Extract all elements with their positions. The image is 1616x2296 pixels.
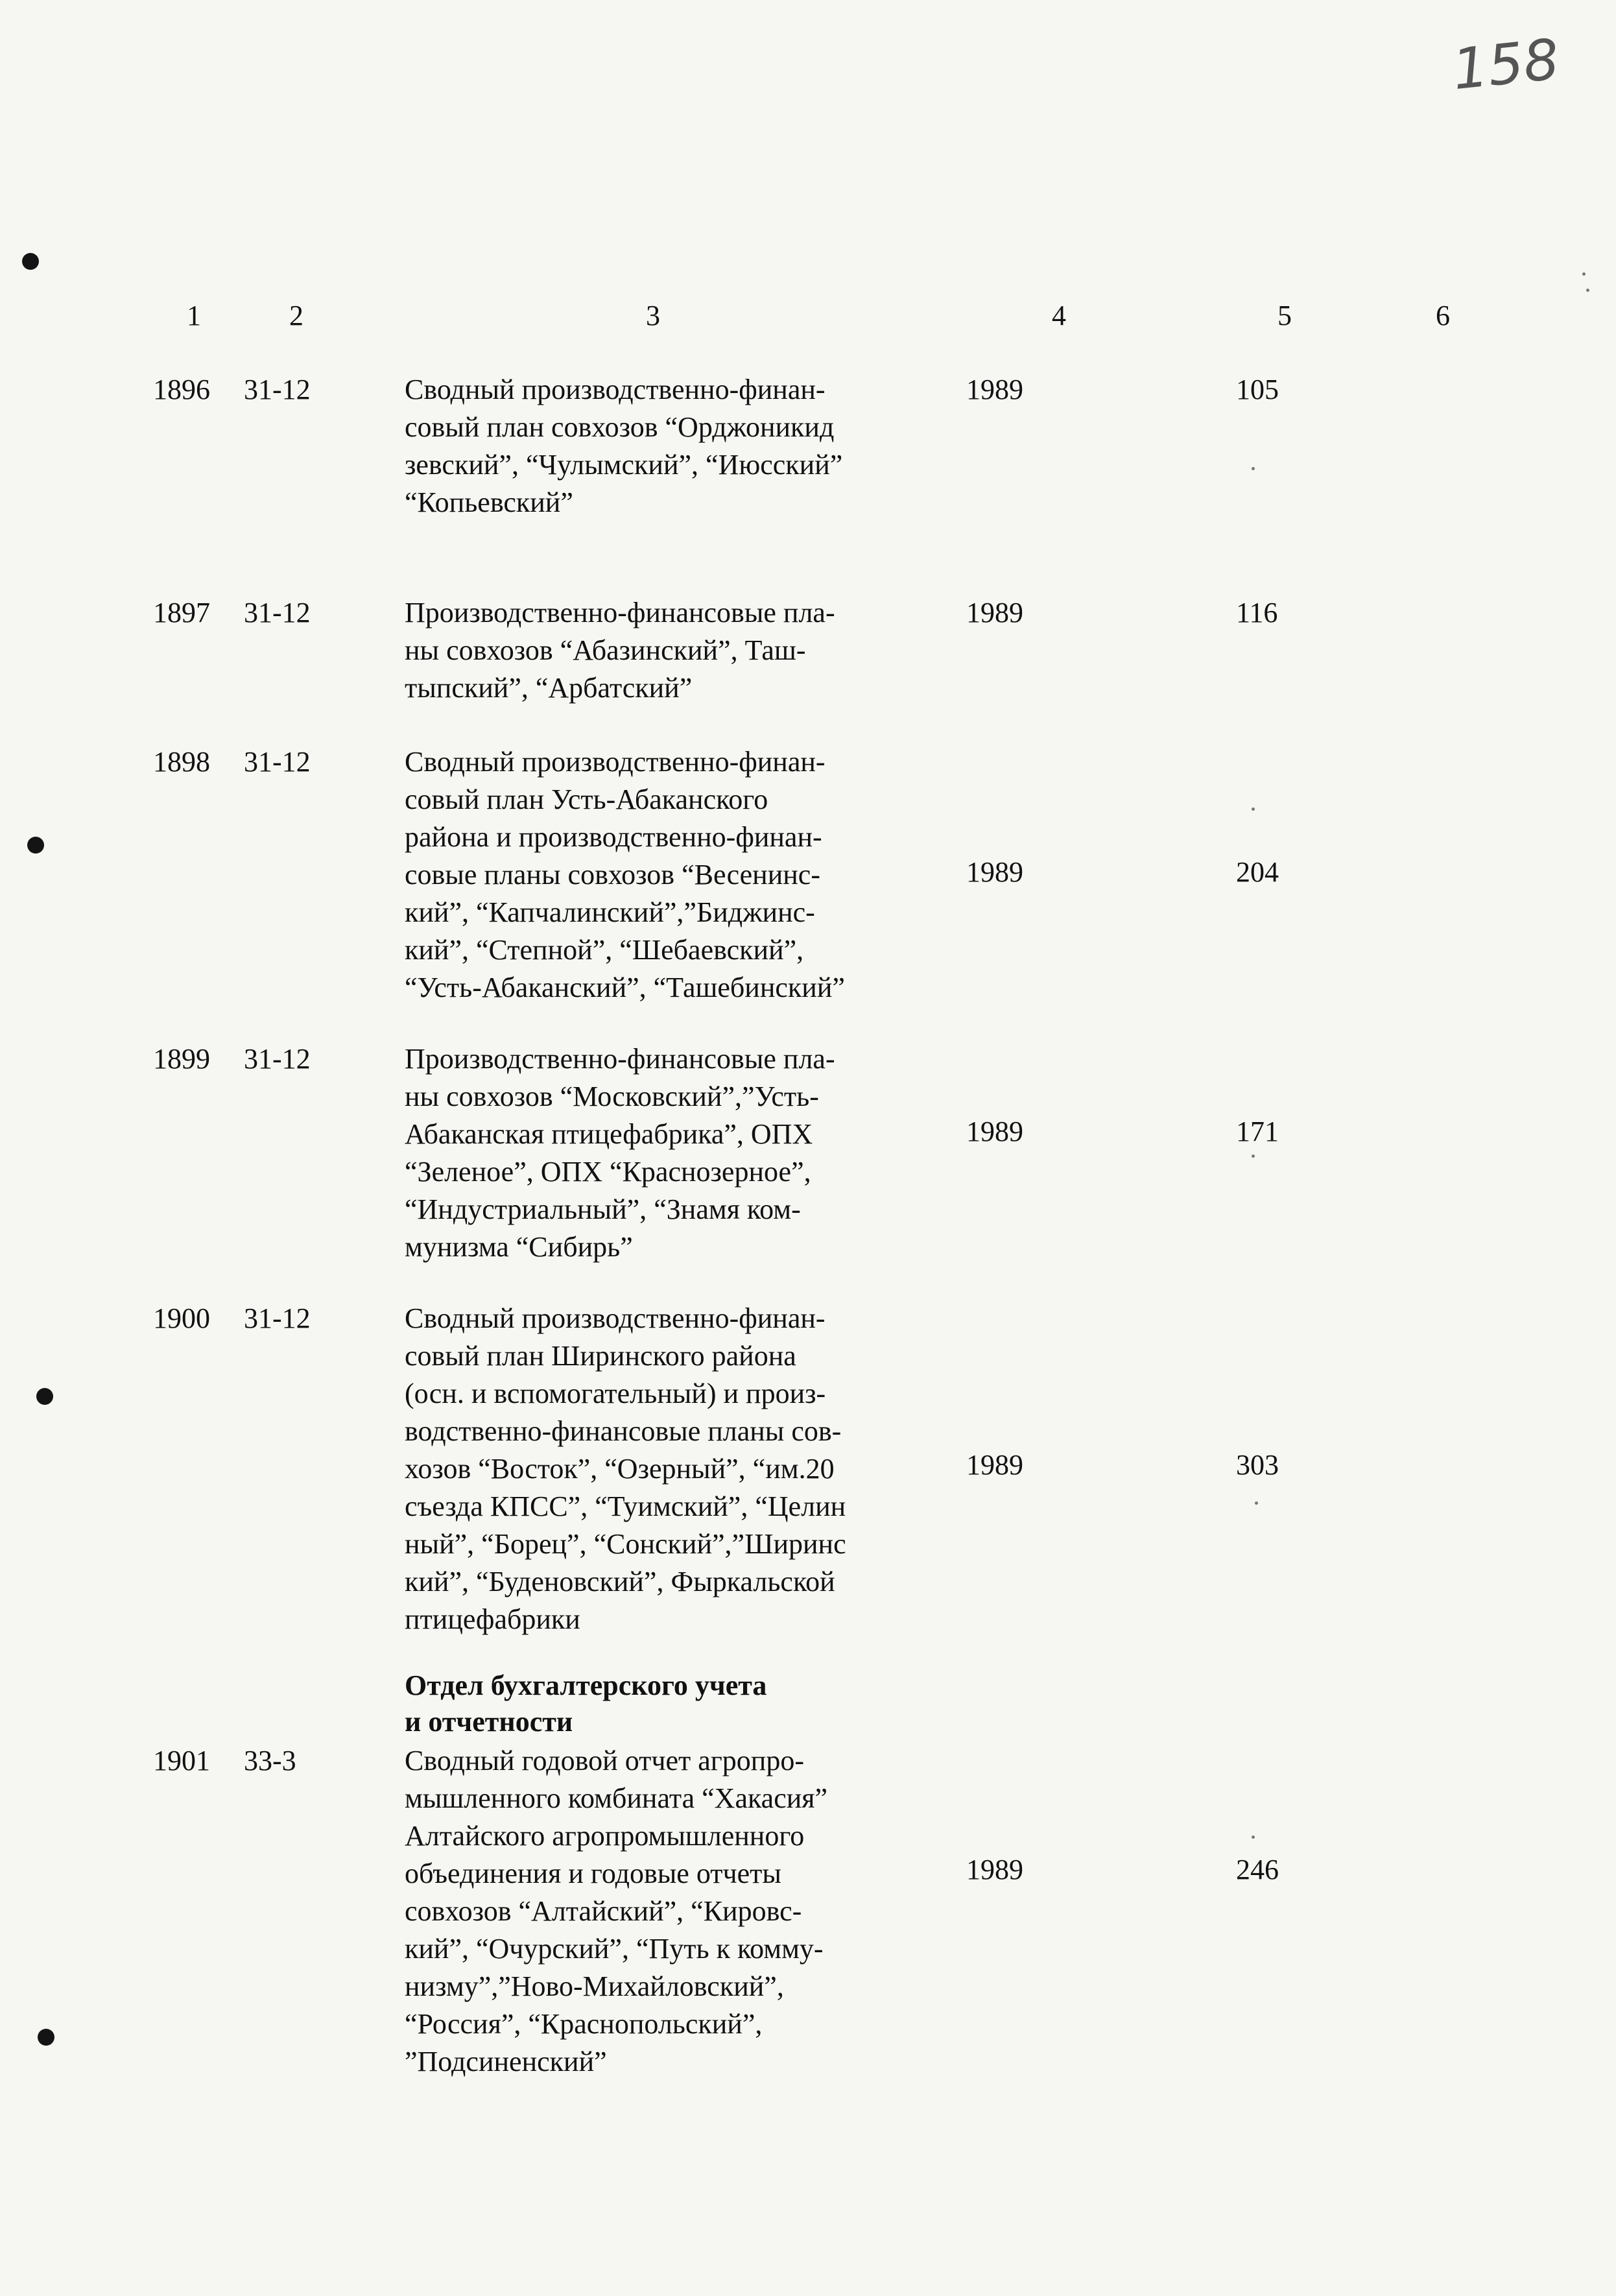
entry-year: 1989 [966, 374, 1023, 405]
entry-title-line: совый план Усть-Абаканского [405, 783, 768, 815]
entry-number: 1900 [153, 1302, 210, 1334]
entry-title-line: “Россия”, “Краснопольский”, [405, 2008, 763, 2040]
entry-title-line: зевский”, “Чулымский”, “Июсский” [405, 449, 843, 481]
speck [1255, 1501, 1258, 1505]
entry-title-line: совый план Ширинского района [405, 1340, 796, 1372]
punch-hole [27, 837, 44, 854]
entry-code: 31-12 [244, 746, 311, 778]
entry-title-line: Производственно-финансовые пла- [405, 597, 835, 628]
entry-year: 1989 [966, 1116, 1023, 1147]
entry-title-line: района и производственно-финан- [405, 821, 822, 853]
entry-title-line: ный”, “Борец”, “Сонский”,”Ширинс [405, 1528, 846, 1560]
column-header-5: 5 [1277, 300, 1292, 331]
entry-number: 1897 [153, 597, 210, 628]
entry-number: 1896 [153, 374, 210, 405]
speck [1252, 467, 1255, 470]
entry-title-line: совый план совхозов “Орджоникид [405, 411, 835, 443]
entry-title-line: съезда КПСС”, “Туимский”, “Целин [405, 1490, 846, 1522]
entry-code: 31-12 [244, 374, 311, 405]
entry-title-line: ”Подсиненский” [405, 2046, 607, 2077]
entry-title-line: Сводный производственно-финан- [405, 1302, 826, 1334]
entry-title-line: мышленного комбината “Хакасия” [405, 1782, 828, 1814]
speck [1582, 272, 1586, 276]
entry-pages: 246 [1236, 1854, 1279, 1885]
entry-number: 1898 [153, 746, 210, 778]
entry-title-line: совые планы совхозов “Весенинс- [405, 859, 820, 891]
column-header-6: 6 [1436, 300, 1450, 331]
entry-title-line: Производственно-финансовые пла- [405, 1043, 835, 1075]
section-heading: Отдел бухгалтерского учета [405, 1669, 767, 1701]
page-number: 158 [1449, 27, 1562, 103]
entry-title-line: птицефабрики [405, 1603, 580, 1635]
entry-title-line: Абаканская птицефабрика”, ОПХ [405, 1118, 813, 1150]
entry-title-line: мунизма “Сибирь” [405, 1231, 633, 1263]
punch-hole [36, 1388, 53, 1405]
entry-pages: 105 [1236, 374, 1279, 405]
entry-title-line: тыпский”, “Арбатский” [405, 672, 693, 704]
entry-title-line: “Зеленое”, ОПХ “Краснозерное”, [405, 1156, 811, 1188]
column-header-1: 1 [187, 300, 201, 331]
entry-title-line: совхозов “Алтайский”, “Кировс- [405, 1895, 802, 1927]
entry-pages: 116 [1236, 597, 1278, 628]
entry-title-line: Сводный производственно-финан- [405, 374, 826, 405]
entry-year: 1989 [966, 1854, 1023, 1885]
column-header-3: 3 [646, 300, 660, 331]
entry-code: 31-12 [244, 597, 311, 628]
entry-number: 1901 [153, 1745, 210, 1776]
entry-title-line: кий”, “Очурский”, “Путь к комму- [405, 1933, 824, 1965]
entry-title-line: кий”, “Капчалинский”,”Биджинс- [405, 896, 815, 928]
entry-title-line: “Индустриальный”, “Знамя ком- [405, 1193, 801, 1225]
speck [1586, 289, 1589, 292]
entry-year: 1989 [966, 597, 1023, 628]
speck [1252, 807, 1255, 811]
entry-title-line: ны совхозов “Абазинский”, Таш- [405, 634, 806, 666]
entry-title-line: Сводный годовой отчет агропро- [405, 1745, 804, 1776]
entry-code: 33-3 [244, 1745, 296, 1776]
entry-title-line: низму”,”Ново-Михайловский”, [405, 1970, 784, 2002]
entry-pages: 171 [1236, 1116, 1279, 1147]
speck [1252, 1836, 1255, 1839]
speck [1252, 1154, 1255, 1158]
entry-title-line: Алтайского агропромышленного [405, 1820, 805, 1852]
section-heading: и отчетности [405, 1706, 573, 1738]
entry-title-line: кий”, “Степной”, “Шебаевский”, [405, 934, 804, 966]
punch-hole [38, 2029, 54, 2046]
entry-code: 31-12 [244, 1302, 311, 1334]
entry-pages: 303 [1236, 1449, 1279, 1481]
punch-hole [22, 253, 39, 270]
entry-year: 1989 [966, 856, 1023, 888]
entry-number: 1899 [153, 1043, 210, 1075]
column-header-2: 2 [289, 300, 303, 331]
entry-title-line: кий”, “Буденовский”, Фыркальской [405, 1566, 835, 1597]
entry-pages: 204 [1236, 856, 1279, 888]
entry-title-line: “Усть-Абаканский”, “Ташебинский” [405, 972, 845, 1003]
entry-title-line: Сводный производственно-финан- [405, 746, 826, 778]
entry-title-line: объединения и годовые отчеты [405, 1858, 781, 1889]
column-header-4: 4 [1052, 300, 1066, 331]
entry-title-line: водственно-финансовые планы сов- [405, 1415, 842, 1447]
entry-title-line: (осн. и вспомогательный) и произ- [405, 1378, 826, 1409]
entry-title-line: ны совхозов “Московский”,”Усть- [405, 1081, 819, 1112]
entry-year: 1989 [966, 1449, 1023, 1481]
entry-title-line: “Копьевский” [405, 486, 573, 518]
entry-code: 31-12 [244, 1043, 311, 1075]
entry-title-line: хозов “Восток”, “Озерный”, “им.20 [405, 1453, 835, 1485]
